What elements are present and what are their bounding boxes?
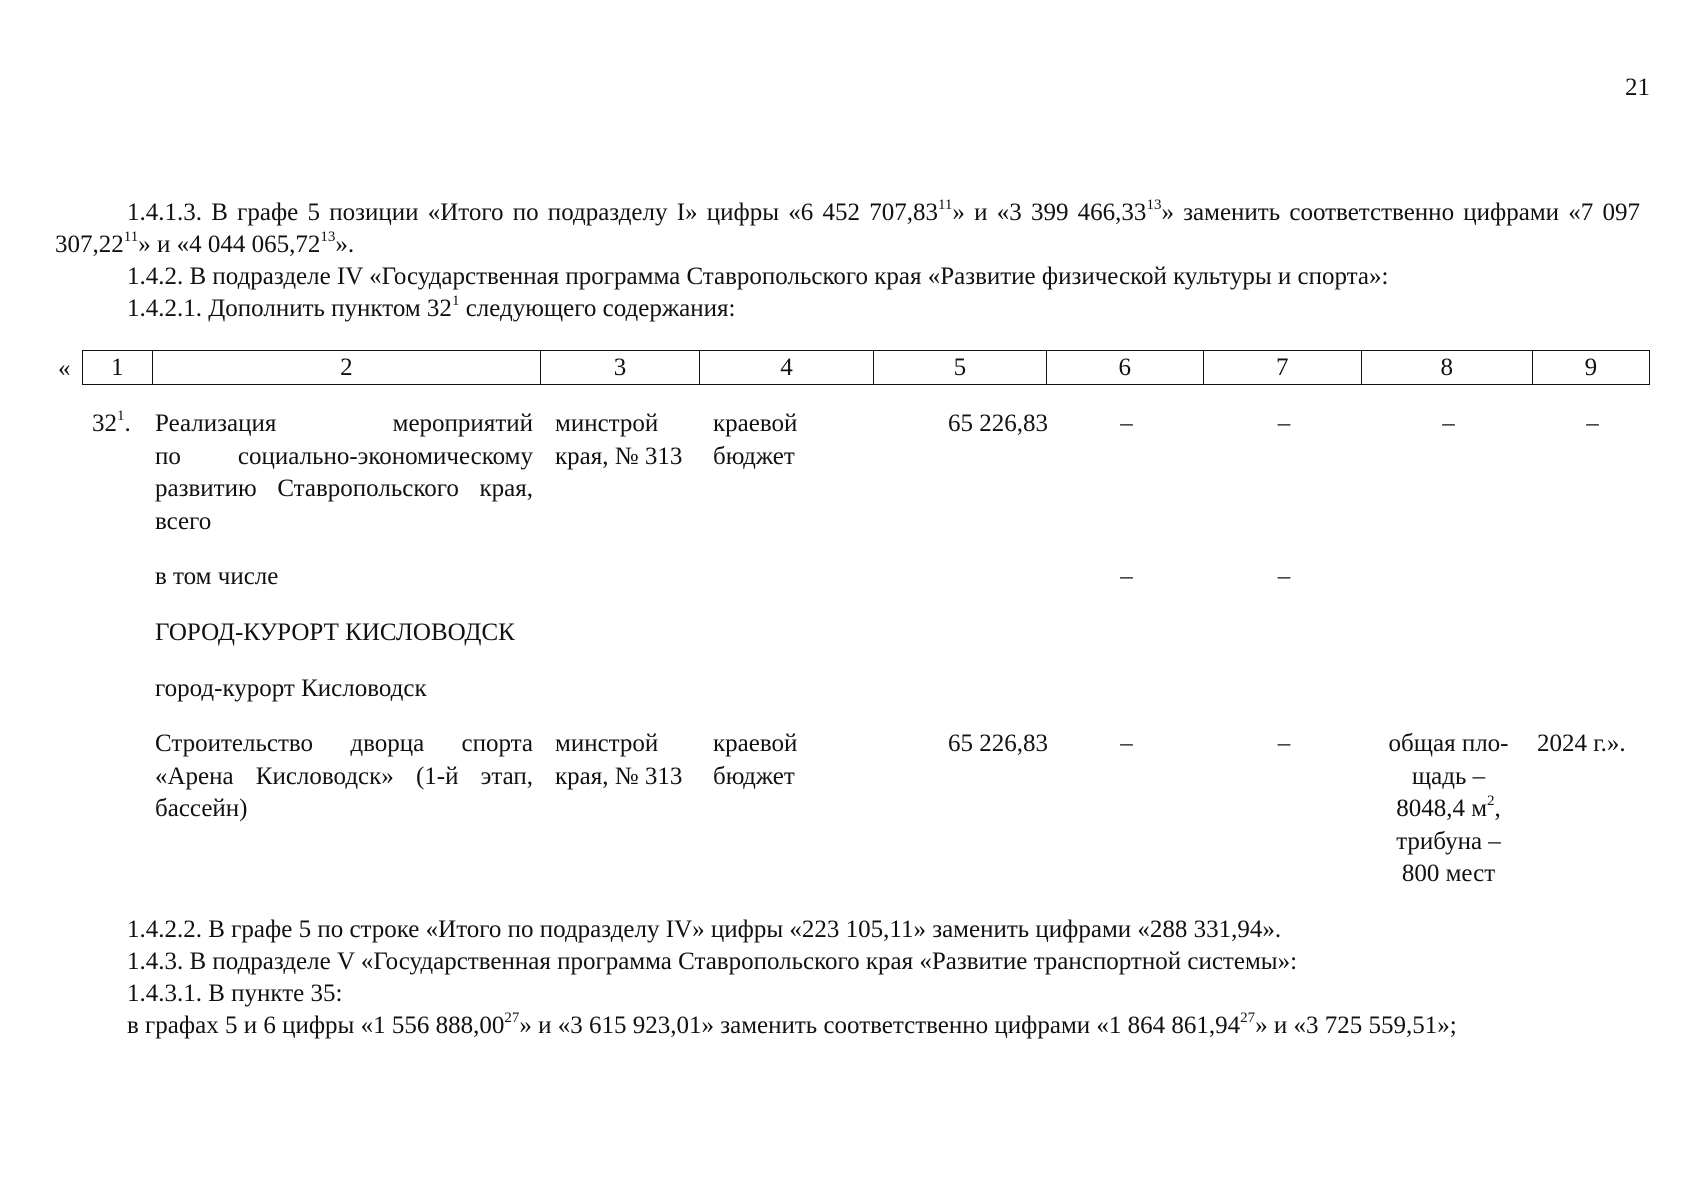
paragraph-1-4-1-3: 1.4.1.3. В графе 5 позиции «Итого по подразделу I» цифры «6 452 707,83$^{11}$» и «3 399 466,33$^{13}$» заменить соответственно цифрами «7 097 307,22$^{11}$» и «4 044 065,72$^{13}$». <box>55 196 1640 258</box>
header-col-3: 3 <box>541 351 700 385</box>
row-5-col-8: общая пло- щадь – 8048,4 $м^2$, трибуна – 800 мест <box>1388 730 1509 887</box>
row-2-col-6: – <box>1120 563 1133 590</box>
row-1-col-8: – <box>1442 410 1455 437</box>
header-col-9: 9 <box>1532 351 1649 385</box>
paragraph-1-4-2-1: 1.4.2.1. Дополнить пунктом $32^1$ следующего содержания: <box>127 292 736 322</box>
row-5-col-9: 2024 г.». <box>1537 730 1626 757</box>
row-5-funding-source: краевой бюджет <box>713 730 798 790</box>
row-5-amount: 65 226,83 <box>948 730 1048 757</box>
row-1-name: Реализация мероприятий по социально-экономическому развитию Ставропольского края, всего <box>155 410 533 535</box>
paragraph-1-4-3: 1.4.3. В подразделе V «Государственная программа Ставропольского края «Развитие транспортной системы»: <box>127 948 1298 975</box>
paragraph-1-4-2-2: 1.4.2.2. В графе 5 по строке «Итого по подразделу IV» цифры «223 105,11» заменить цифрами «288 331,94». <box>127 916 1282 943</box>
paragraph-1-4-3-1: 1.4.3.1. В пункте 35: <box>127 980 343 1007</box>
row-5-executor: минстрой края, № 313 <box>555 730 683 790</box>
row-1-col-9: – <box>1586 410 1599 437</box>
page-number: 21 <box>1625 74 1650 101</box>
header-col-4: 4 <box>700 351 874 385</box>
row-5-col-7: – <box>1277 730 1291 757</box>
paragraph-columns-5-6: в графах 5 и 6 цифры «1 556 888,00$^{27}$» и «3 615 923,01» заменить соответственно цифрами «1 864 861,94$^{27}$» и «3 725 559,51»; <box>127 1009 1457 1039</box>
header-col-8: 8 <box>1361 351 1532 385</box>
row-4-municipality: город-курорт Кисловодск <box>155 675 427 702</box>
row-1-executor: минстрой края, № 313 <box>555 410 683 470</box>
row-1-col-6: – <box>1120 410 1133 437</box>
header-col-6: 6 <box>1046 351 1203 385</box>
row-2-label: в том числе <box>155 563 279 590</box>
row-number-32-1: $32^1$. <box>92 407 131 437</box>
header-col-7: 7 <box>1203 351 1361 385</box>
row-5-col-6: – <box>1120 730 1133 757</box>
row-5-name: Строительство дворца спорта «Арена Кисловодск» (1-й этап, бассейн) <box>155 730 533 822</box>
header-col-5: 5 <box>873 351 1046 385</box>
row-1-col-7: – <box>1277 410 1291 437</box>
row-3-region-heading: ГОРОД-КУРОРТ КИСЛОВОДСК <box>155 619 515 646</box>
paragraph-1-4-2: 1.4.2. В подразделе IV «Государственная программа Ставропольского края «Развитие физической культуры и спорта»: <box>127 263 1389 290</box>
row-1-amount: 65 226,83 <box>948 410 1048 437</box>
row-1-funding-source: краевой бюджет <box>713 410 798 470</box>
row-2-col-7: – <box>1277 563 1291 590</box>
table-open-quote: « <box>58 355 71 382</box>
column-number-header <box>82 350 1650 385</box>
header-col-2: 2 <box>152 351 540 385</box>
header-col-1: 1 <box>83 351 153 385</box>
